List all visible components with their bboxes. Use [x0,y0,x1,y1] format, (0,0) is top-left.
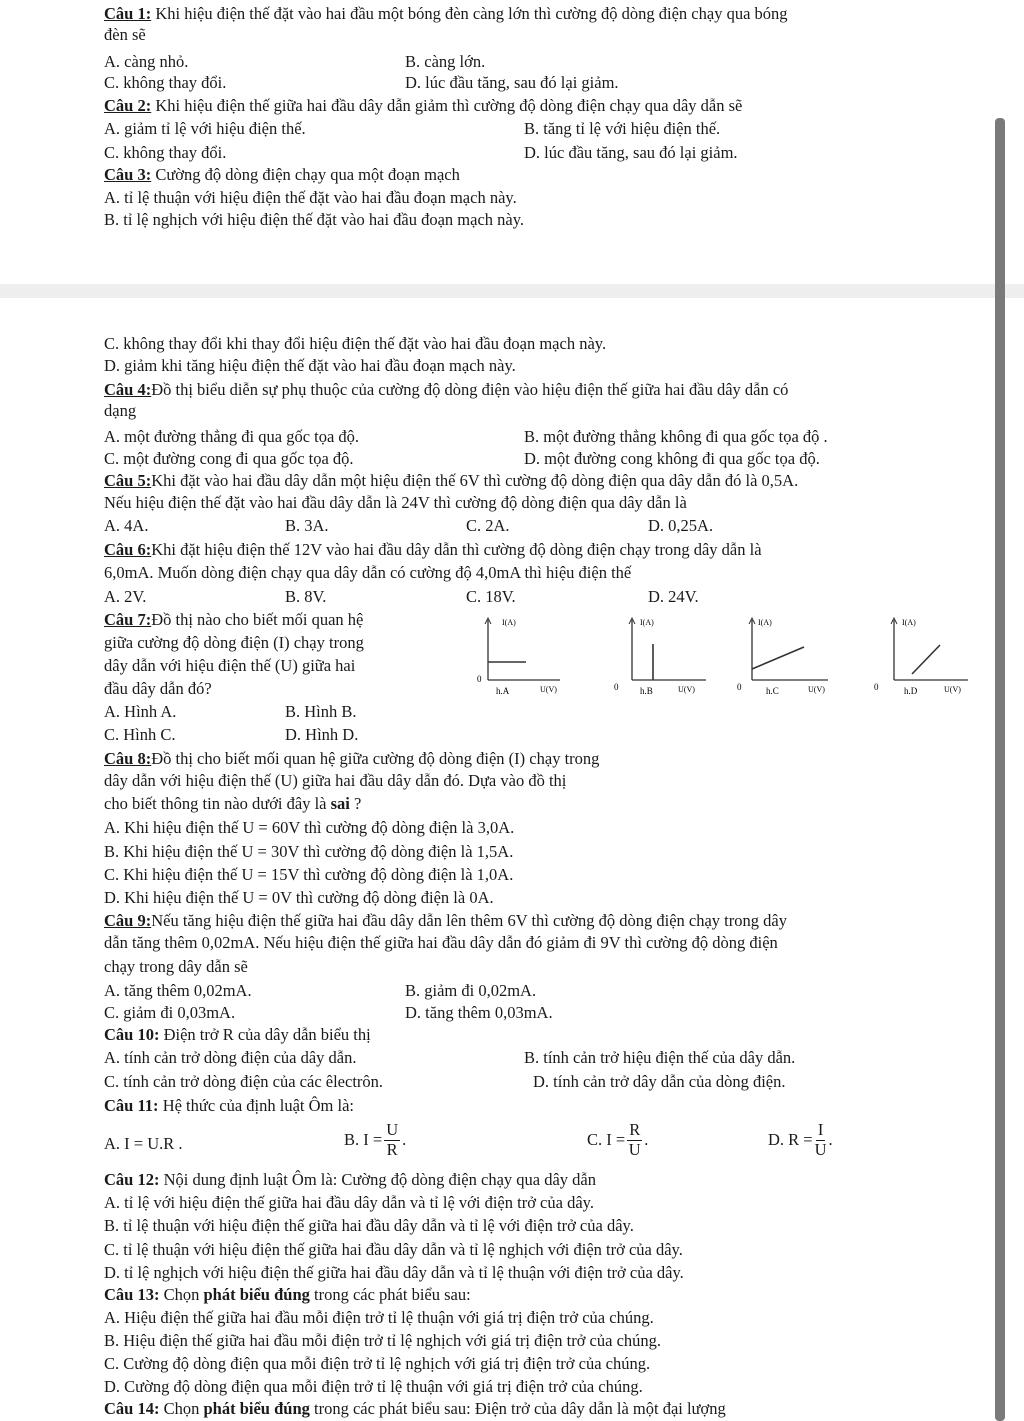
q13-option-a: A. Hiệu điện thế giữa hai đầu mỗi điện trở tỉ lệ thuận với giá trị điện trở của chúng. [104,1308,654,1327]
q10-option-a: A. tính cản trở dòng điện của dây dẫn. [104,1048,357,1067]
q12-option-d: D. tỉ lệ nghịch với hiệu điện thế giữa hai đầu dây dẫn và tỉ lệ thuận với điện trở của dây. [104,1263,684,1282]
q7-option-c: C. Hình C. [104,725,176,744]
q4-option-d: D. một đường cong không đi qua gốc tọa độ. [524,449,820,468]
fraction-i-over-u: $\frac{I}{U}$ [814,1120,827,1159]
q1-option-a: A. càng nhỏ. [104,52,189,71]
q9-option-c: C. giảm đi 0,03mA. [104,1003,236,1022]
q4-option-a: A. một đường thẳng đi qua gốc tọa độ. [104,427,360,446]
q12-option-b: B. tỉ lệ thuận với hiệu điện thế giữa hai đầu dây dẫn và tỉ lệ với điện trở của dây. [104,1216,634,1235]
q12-option-a: A. tỉ lệ với hiệu điện thế giữa hai đầu dây dẫn và tỉ lệ với điện trở của dây. [104,1193,594,1212]
graph-d-line [912,645,940,674]
graph-b-origin: 0 [614,682,619,692]
q7-stem-cont-1: giữa cường độ dòng điện (I) chạy trong [104,633,364,652]
q7-graph-b [610,612,714,698]
graph-c-origin: 0 [737,682,742,692]
q13-option-d: D. Cường độ dòng điện qua mỗi điện trở tỉ lệ thuận với giá trị điện trở của chúng. [104,1377,643,1396]
graph-d-xlabel: U(V) [944,685,961,694]
q1-option-b: B. càng lớn. [405,52,486,71]
q7-option-d: D. Hình D. [285,725,359,744]
q2-option-b: B. tăng tỉ lệ với hiệu điện thế. [524,119,721,138]
q2-option-d: D. lúc đầu tăng, sau đó lại giảm. [524,143,738,162]
q4-option-b: B. một đường thẳng không đi qua gốc tọa độ . [524,427,828,446]
q5-stem: Câu 5:Khi đặt vào hai đầu dây dẫn một hiệu điện thế 6V thì cường độ dòng điện qua dây dẫn đó là 0,5A. [104,471,799,490]
q1-option-c: C. không thay đổi. [104,73,227,92]
q7-stem-cont-3: đầu dây dẫn đó? [104,679,212,698]
q10-option-d: D. tính cản trở dây dẫn của dòng điện. [533,1072,786,1091]
q11-option-c: C. I = $\frac{R}{U}$ . [587,1120,649,1159]
q13-option-c: C. Cường độ dòng điện qua mỗi điện trở tỉ lệ nghịch với giá trị điện trở của chúng. [104,1354,651,1373]
q13-option-b: B. Hiệu điện thế giữa hai đầu mỗi điện trở tỉ lệ nghịch với giá trị điện trở của chúng. [104,1331,662,1350]
graph-b-xlabel: U(V) [678,685,695,694]
q6-option-d: D. 24V. [648,587,699,606]
q7-stem-cont-2: dây dẫn với hiệu điện thế (U) giữa hai [104,656,356,675]
q3-option-b: B. tỉ lệ nghịch với hiệu điện thế đặt vào hai đầu đoạn mạch này. [104,210,525,229]
page-gap-band [0,284,1024,298]
q7-stem: Câu 7:Đồ thị nào cho biết mối quan hệ [104,610,364,629]
q5-stem-cont: Nếu hiệu điện thế đặt vào hai đầu dây dẫn là 24V thì cường độ dòng điện qua dây dẫn là [104,493,687,512]
q9-stem-cont-1: dẫn tăng thêm 0,02mA. Nếu hiệu điện thế giữa hai đầu dây dẫn đó giảm đi 9V thì cường độ dòng điện [104,933,778,952]
q7-option-b: B. Hình B. [285,702,357,721]
vertical-scrollbar[interactable] [995,118,1005,1421]
q7-option-a: A. Hình A. [104,702,177,721]
q8-stem-cont-1: dây dẫn với hiệu điện thế (U) giữa hai đầu dây dẫn đó. Dựa vào đồ thị [104,771,567,790]
q9-option-a: A. tăng thêm 0,02mA. [104,981,252,1000]
graph-a-origin: 0 [477,674,482,684]
graph-c-svg [732,612,852,698]
q11-option-a: A. I = U.R . [104,1134,183,1153]
fraction-u-over-r: $\frac{U}{R}$ [386,1120,399,1159]
q8-stem-cont-2: cho biết thông tin nào dưới đây là sai ? [104,794,362,813]
graph-c-ylabel: I(A) [758,618,772,627]
q3-option-d: D. giảm khi tăng hiệu điện thế đặt vào hai đầu đoạn mạch này. [104,356,516,375]
graph-b-svg [610,612,714,698]
q9-option-b: B. giảm đi 0,02mA. [405,981,537,1000]
q6-stem: Câu 6:Khi đặt hiệu điện thế 12V vào hai đầu dây dẫn thì cường độ dòng điện chạy trong dây dẫn là [104,540,762,559]
q9-option-d: D. tăng thêm 0,03mA. [405,1003,553,1022]
q1-stem: Câu 1: Khi hiệu điện thế đặt vào hai đầu một bóng đèn càng lớn thì cường độ dòng điện chạy qua bóng [104,4,788,23]
q2-option-a: A. giảm tỉ lệ với hiệu điện thế. [104,119,306,138]
q6-option-a: A. 2V. [104,587,147,606]
q6-stem-cont: 6,0mA. Muốn dòng điện chạy qua dây dẫn có cường độ 4,0mA thì hiệu điện thế [104,563,632,582]
graph-d-origin: 0 [874,682,879,692]
q5-option-a: A. 4A. [104,516,149,535]
graph-d-ylabel: I(A) [902,618,916,627]
q14-stem: Câu 14: Chọn phát biểu đúng trong các phát biểu sau: Điện trở của dây dẫn là một đại lượng [104,1399,726,1418]
q3-option-c: C. không thay đổi khi thay đổi hiệu điện thế đặt vào hai đầu đoạn mạch này. [104,334,607,353]
q9-stem-cont-2: chạy trong dây dẫn sẽ [104,957,248,976]
q12-stem: Câu 12: Nội dung định luật Ôm là: Cường độ dòng điện chạy qua dây dẫn [104,1170,596,1189]
q8-stem: Câu 8:Đồ thị cho biết mối quan hệ giữa cường độ dòng điện (I) chạy trong [104,749,600,768]
q3-option-a: A. tỉ lệ thuận với hiệu điện thế đặt vào hai đầu đoạn mạch này. [104,188,517,207]
fraction-r-over-u: $\frac{R}{U}$ [628,1120,641,1159]
q11-stem: Câu 11: Hệ thức của định luật Ôm là: [104,1096,354,1115]
q11-option-b: B. I = $\frac{U}{R}$ . [344,1120,407,1159]
graph-c-name: h.C [766,686,779,696]
graph-d-svg [872,612,992,698]
q9-stem: Câu 9:Nếu tăng hiệu điện thế giữa hai đầu dây dẫn lên thêm 6V thì cường độ dòng điện chạy trong dây [104,911,787,930]
q7-graph-a [474,612,578,698]
q10-option-c: C. tính cản trở dòng điện của các êlectrôn. [104,1072,384,1091]
graph-b-ylabel: I(A) [640,618,654,627]
graph-b-name: h.B [640,686,653,696]
q1-option-d: D. lúc đầu tăng, sau đó lại giảm. [405,73,619,92]
q4-stem-cont: dạng [104,401,137,420]
q8-option-d: D. Khi hiệu điện thế U = 0V thì cường độ dòng điện là 0A. [104,888,494,907]
q6-option-c: C. 18V. [466,587,516,606]
graph-a-name: h.A [496,686,510,696]
q10-option-b: B. tính cản trở hiệu điện thế của dây dẫn. [524,1048,796,1067]
q3-stem: Câu 3: Cường độ dòng điện chạy qua một đoạn mạch [104,165,460,184]
q5-option-d: D. 0,25A. [648,516,714,535]
q4-stem: Câu 4:Đồ thị biểu diễn sự phụ thuộc của cường độ dòng điện vào hiệu điện thế giữa hai đầu dây dẫn có [104,380,789,399]
q7-graph-c [732,612,852,698]
q7-graph-d [872,612,992,698]
q11-option-d: D. R = $\frac{I}{U}$ . [768,1120,833,1159]
graph-a-svg [474,612,578,698]
q1-stem-cont: đèn sẽ [104,25,146,44]
q8-option-a: A. Khi hiệu điện thế U = 60V thì cường độ dòng điện là 3,0A. [104,818,515,837]
q6-option-b: B. 8V. [285,587,327,606]
graph-d-name: h.D [904,686,918,696]
q8-option-c: C. Khi hiệu điện thế U = 15V thì cường độ dòng điện là 1,0A. [104,865,514,884]
graph-a-ylabel: I(A) [502,618,516,627]
q2-stem: Câu 2: Khi hiệu điện thế giữa hai đầu dây dẫn giảm thì cường độ dòng điện chạy qua dây dẫn sẽ [104,96,743,115]
graph-c-xlabel: U(V) [808,685,825,694]
q10-stem: Câu 10: Điện trở R của dây dẫn biểu thị [104,1025,371,1044]
graph-c-line [752,647,804,669]
q12-option-c: C. tỉ lệ thuận với hiệu điện thế giữa hai đầu dây dẫn và tỉ lệ nghịch với điện trở của dây. [104,1240,683,1259]
q4-option-c: C. một đường cong đi qua gốc tọa độ. [104,449,354,468]
graph-a-xlabel: U(V) [540,685,557,694]
q5-option-b: B. 3A. [285,516,329,535]
q8-option-b: B. Khi hiệu điện thế U = 30V thì cường độ dòng điện là 1,5A. [104,842,514,861]
q5-option-c: C. 2A. [466,516,510,535]
q13-stem: Câu 13: Chọn phát biểu đúng trong các phát biểu sau: [104,1285,471,1304]
q2-option-c: C. không thay đổi. [104,143,227,162]
